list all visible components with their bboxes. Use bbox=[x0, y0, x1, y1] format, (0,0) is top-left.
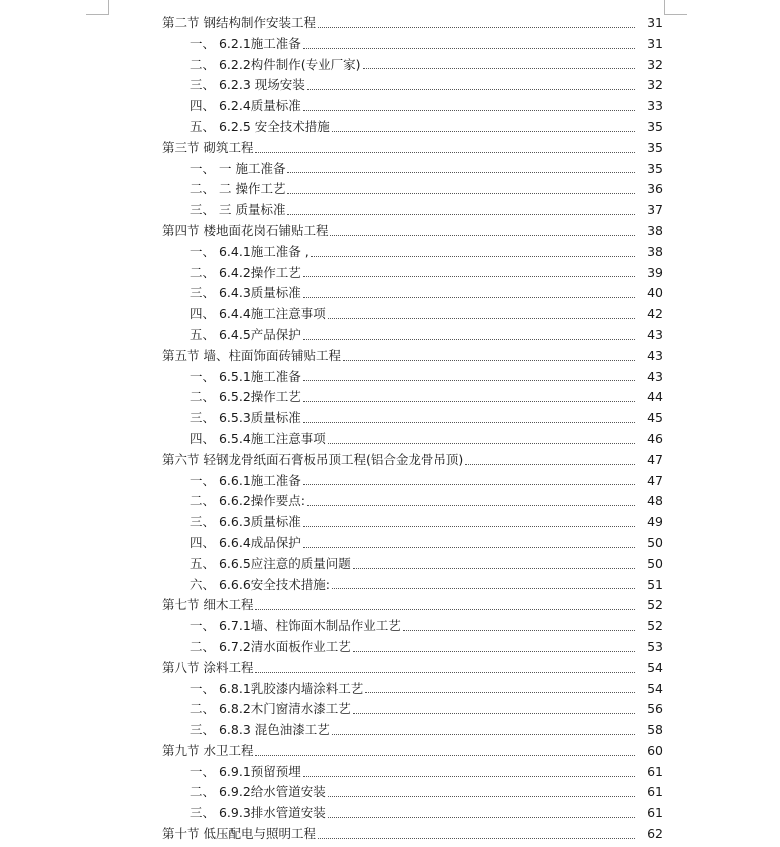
toc-item-entry[interactable] bbox=[0, 283, 780, 304]
toc-dot-leader bbox=[330, 235, 635, 236]
toc-entry-title: 第五节 墙、柱面饰面砖铺贴工程 bbox=[162, 347, 341, 363]
toc-entry-title: 一、 6.9.1预留预埋 bbox=[190, 763, 301, 779]
toc-item-entry[interactable] bbox=[0, 616, 780, 637]
toc-entry-title: 二、 6.2.2构件制作(专业厂家) bbox=[190, 56, 361, 72]
toc-entry-title: 三、 6.4.3质量标准 bbox=[190, 285, 301, 301]
toc-dot-leader bbox=[303, 776, 635, 777]
toc-page-number: 51 bbox=[647, 576, 663, 592]
toc-page-number: 31 bbox=[647, 15, 663, 30]
toc-entry-title: 一、 6.2.1施工准备 bbox=[190, 35, 301, 51]
toc-dot-leader bbox=[353, 713, 635, 714]
toc-dot-leader bbox=[332, 734, 635, 735]
toc-dot-leader bbox=[332, 131, 635, 132]
toc-page-number: 43 bbox=[647, 326, 663, 342]
toc-page-number: 39 bbox=[647, 264, 663, 280]
toc-entry-title: 第四节 楼地面花岗石铺贴工程 bbox=[162, 222, 329, 238]
toc-dot-leader bbox=[255, 609, 635, 610]
toc-page-number: 43 bbox=[647, 347, 663, 363]
toc-entry-title: 一、 一 施工准备 bbox=[190, 160, 286, 176]
toc-page-number: 43 bbox=[647, 368, 663, 384]
toc-page-number: 56 bbox=[647, 701, 663, 717]
toc-page-number: 32 bbox=[647, 77, 663, 93]
toc-dot-leader bbox=[287, 172, 635, 173]
toc-item-entry[interactable] bbox=[0, 699, 780, 720]
toc-item-entry[interactable] bbox=[0, 75, 780, 96]
toc-dot-leader bbox=[307, 89, 635, 90]
toc-entry-title: 五、 6.6.5应注意的质量问题 bbox=[190, 555, 351, 571]
toc-dot-leader bbox=[303, 422, 635, 423]
toc-dot-leader bbox=[303, 526, 635, 527]
toc-item-entry[interactable] bbox=[0, 55, 780, 76]
toc-entry-title: 三、 6.6.3质量标准 bbox=[190, 514, 301, 530]
toc-section-entry[interactable] bbox=[0, 824, 780, 845]
toc-dot-leader bbox=[303, 276, 635, 277]
toc-item-entry[interactable] bbox=[0, 408, 780, 429]
toc-item-entry[interactable] bbox=[0, 575, 780, 596]
toc-entry-title: 第六节 轻钢龙骨纸面石膏板吊顶工程(铝合金龙骨吊顶) bbox=[162, 451, 464, 467]
toc-entry-title: 第十节 低压配电与照明工程 bbox=[162, 826, 316, 842]
toc-entry-title: 五、 6.4.5产品保护 bbox=[190, 326, 301, 342]
toc-entry-title: 三、 6.8.3 混色油漆工艺 bbox=[190, 722, 330, 738]
toc-dot-leader bbox=[303, 380, 635, 381]
toc-page-number: 52 bbox=[647, 618, 663, 634]
toc-entry-title: 四、 6.5.4施工注意事项 bbox=[190, 430, 326, 446]
toc-page-number: 61 bbox=[647, 784, 663, 800]
toc-entry-title: 三、 6.9.3排水管道安装 bbox=[190, 805, 326, 821]
toc-section-entry[interactable] bbox=[0, 450, 780, 471]
toc-dot-leader bbox=[255, 152, 635, 153]
toc-dot-leader bbox=[303, 297, 635, 298]
toc-dot-leader bbox=[328, 796, 635, 797]
toc-item-entry[interactable] bbox=[0, 179, 780, 200]
toc-entry-title: 三、 三 质量标准 bbox=[190, 202, 286, 218]
toc-page-number: 61 bbox=[647, 763, 663, 779]
toc-page-number: 58 bbox=[647, 722, 663, 738]
toc-page-number: 32 bbox=[647, 56, 663, 72]
toc-dot-leader bbox=[255, 672, 635, 673]
toc-dot-leader bbox=[255, 755, 635, 756]
toc-page-number: 52 bbox=[647, 597, 663, 613]
toc-dot-leader bbox=[303, 547, 635, 548]
toc-item-entry[interactable] bbox=[0, 387, 780, 408]
toc-dot-leader bbox=[353, 568, 635, 569]
toc-page-number: 36 bbox=[647, 181, 663, 197]
toc-dot-leader bbox=[287, 193, 635, 194]
toc-dot-leader bbox=[343, 360, 635, 361]
toc-section-entry[interactable] bbox=[0, 658, 780, 679]
toc-dot-leader bbox=[318, 27, 635, 28]
toc-page-number: 31 bbox=[647, 35, 663, 51]
toc-page-number: 61 bbox=[647, 805, 663, 821]
toc-entry-title: 一、 6.4.1施工准备 , bbox=[190, 243, 309, 259]
table-of-contents bbox=[0, 13, 780, 845]
toc-page-number: 35 bbox=[647, 160, 663, 176]
toc-entry-title: 第三节 砌筑工程 bbox=[162, 139, 254, 155]
toc-page-number: 50 bbox=[647, 534, 663, 550]
toc-dot-leader bbox=[303, 484, 635, 485]
toc-item-entry[interactable] bbox=[0, 200, 780, 221]
toc-page-number: 42 bbox=[647, 306, 663, 322]
toc-section-entry[interactable] bbox=[0, 595, 780, 616]
toc-dot-leader bbox=[303, 110, 635, 111]
toc-page-number: 49 bbox=[647, 514, 663, 530]
toc-entry-title: 二、 6.7.2清水面板作业工艺 bbox=[190, 638, 351, 654]
toc-item-entry[interactable] bbox=[0, 96, 780, 117]
toc-section-entry[interactable] bbox=[0, 221, 780, 242]
toc-dot-leader bbox=[287, 214, 635, 215]
toc-dot-leader bbox=[328, 443, 635, 444]
toc-dot-leader bbox=[307, 505, 635, 506]
toc-page-number: 38 bbox=[647, 243, 663, 259]
toc-page-number: 54 bbox=[647, 659, 663, 675]
toc-item-entry[interactable] bbox=[0, 429, 780, 450]
toc-item-entry[interactable] bbox=[0, 720, 780, 741]
toc-entry-title: 三、 6.2.3 现场安装 bbox=[190, 77, 305, 93]
toc-section-entry[interactable] bbox=[0, 13, 780, 34]
toc-dot-leader bbox=[365, 692, 635, 693]
toc-entry-title: 三、 6.5.3质量标准 bbox=[190, 410, 301, 426]
toc-entry-title: 第八节 涂料工程 bbox=[162, 659, 254, 675]
toc-item-entry[interactable] bbox=[0, 533, 780, 554]
toc-page-number: 60 bbox=[647, 742, 663, 758]
toc-page-number: 37 bbox=[647, 202, 663, 218]
toc-item-entry[interactable] bbox=[0, 159, 780, 180]
toc-entry-title: 六、 6.6.6安全技术措施: bbox=[190, 576, 330, 592]
toc-entry-title: 四、 6.6.4成品保护 bbox=[190, 534, 301, 550]
toc-section-entry[interactable] bbox=[0, 346, 780, 367]
toc-item-entry[interactable] bbox=[0, 34, 780, 55]
toc-entry-title: 第二节 钢结构制作安装工程 bbox=[162, 15, 316, 30]
toc-page-number: 46 bbox=[647, 430, 663, 446]
toc-dot-leader bbox=[328, 817, 635, 818]
toc-item-entry[interactable] bbox=[0, 242, 780, 263]
toc-entry-title: 二、 6.4.2操作工艺 bbox=[190, 264, 301, 280]
toc-page-number: 47 bbox=[647, 472, 663, 488]
toc-dot-leader bbox=[303, 339, 635, 340]
toc-entry-title: 二、 6.8.2木门窗清水漆工艺 bbox=[190, 701, 351, 717]
toc-item-entry[interactable] bbox=[0, 117, 780, 138]
toc-dot-leader bbox=[363, 68, 635, 69]
toc-page-number: 62 bbox=[647, 826, 663, 842]
toc-entry-title: 五、 6.2.5 安全技术措施 bbox=[190, 118, 330, 134]
toc-page-number: 48 bbox=[647, 493, 663, 509]
toc-page-number: 54 bbox=[647, 680, 663, 696]
toc-item-entry[interactable] bbox=[0, 762, 780, 783]
toc-page-number: 50 bbox=[647, 555, 663, 571]
toc-page-number: 53 bbox=[647, 638, 663, 654]
toc-entry-title: 二、 6.5.2操作工艺 bbox=[190, 389, 301, 405]
toc-entry-title: 第九节 水卫工程 bbox=[162, 742, 254, 758]
toc-item-entry[interactable] bbox=[0, 554, 780, 575]
toc-dot-leader bbox=[465, 464, 635, 465]
toc-dot-leader bbox=[332, 588, 635, 589]
toc-entry-title: 四、 6.4.4施工注意事项 bbox=[190, 306, 326, 322]
toc-entry-title: 二、 6.6.2操作要点: bbox=[190, 493, 305, 509]
toc-entry-title: 一、 6.8.1乳胶漆内墙涂料工艺 bbox=[190, 680, 364, 696]
toc-page-number: 47 bbox=[647, 451, 663, 467]
toc-entry-title: 一、 6.5.1施工准备 bbox=[190, 368, 301, 384]
toc-item-entry[interactable] bbox=[0, 304, 780, 325]
toc-page-number: 38 bbox=[647, 222, 663, 238]
toc-section-entry[interactable] bbox=[0, 138, 780, 159]
toc-dot-leader bbox=[311, 256, 635, 257]
toc-entry-title: 第七节 细木工程 bbox=[162, 597, 254, 613]
toc-dot-leader bbox=[353, 651, 635, 652]
toc-dot-leader bbox=[303, 401, 635, 402]
toc-dot-leader bbox=[403, 630, 635, 631]
toc-entry-title: 二、 二 操作工艺 bbox=[190, 181, 286, 197]
toc-item-entry[interactable] bbox=[0, 471, 780, 492]
toc-page-number: 45 bbox=[647, 410, 663, 426]
toc-item-entry[interactable] bbox=[0, 491, 780, 512]
toc-page-number: 44 bbox=[647, 389, 663, 405]
toc-item-entry[interactable] bbox=[0, 637, 780, 658]
toc-entry-title: 四、 6.2.4质量标准 bbox=[190, 98, 301, 114]
toc-dot-leader bbox=[328, 318, 635, 319]
toc-entry-title: 一、 6.6.1施工准备 bbox=[190, 472, 301, 488]
toc-item-entry[interactable] bbox=[0, 263, 780, 284]
toc-entry-title: 二、 6.9.2给水管道安装 bbox=[190, 784, 326, 800]
toc-entry-title: 一、 6.7.1墙、柱饰面木制品作业工艺 bbox=[190, 618, 401, 634]
toc-page-number: 35 bbox=[647, 139, 663, 155]
toc-page-number: 40 bbox=[647, 285, 663, 301]
toc-item-entry[interactable] bbox=[0, 679, 780, 700]
toc-item-entry[interactable] bbox=[0, 512, 780, 533]
toc-item-entry[interactable] bbox=[0, 803, 780, 824]
toc-dot-leader bbox=[303, 48, 635, 49]
toc-item-entry[interactable] bbox=[0, 782, 780, 803]
toc-page-number: 35 bbox=[647, 118, 663, 134]
toc-item-entry[interactable] bbox=[0, 367, 780, 388]
toc-section-entry[interactable] bbox=[0, 741, 780, 762]
toc-dot-leader bbox=[318, 838, 635, 839]
toc-page-number: 33 bbox=[647, 98, 663, 114]
toc-item-entry[interactable] bbox=[0, 325, 780, 346]
